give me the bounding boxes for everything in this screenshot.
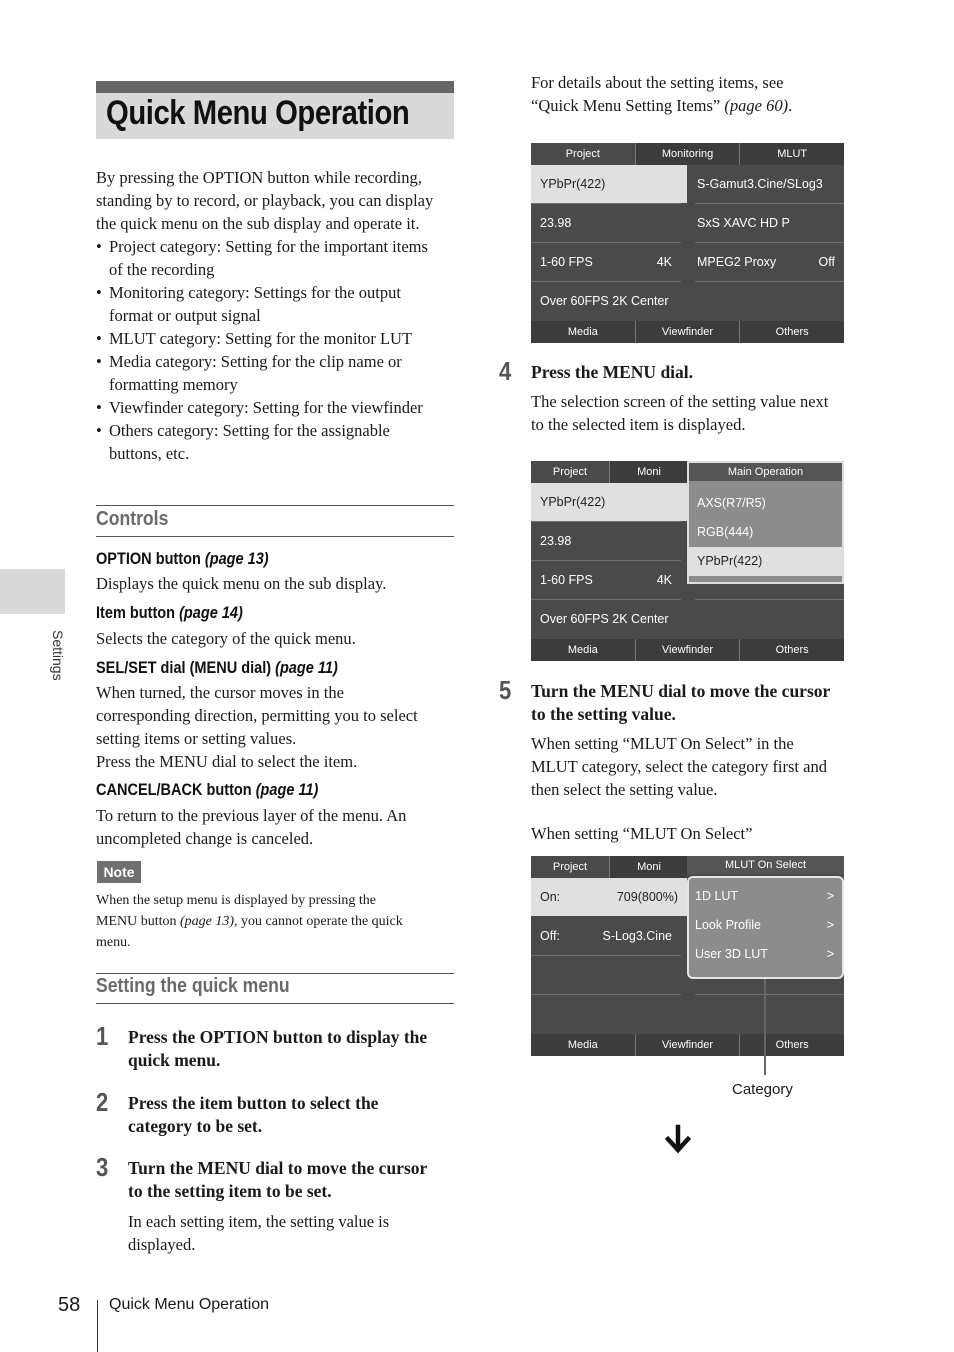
row-divider [531, 281, 681, 282]
intro-line [531, 94, 792, 117]
list-item-text: of the recording [109, 260, 215, 279]
step-3-desc [128, 1210, 389, 1256]
desc-line: To return to the previous layer of the menu. An [96, 806, 407, 825]
cancel-button-heading [96, 781, 318, 800]
list-item-text: Monitoring category: Settings for the output [109, 283, 401, 302]
setting-heading: Setting the quick menu [96, 975, 290, 997]
divider [96, 973, 454, 974]
step-4-desc [531, 390, 828, 436]
popup-item-selected[interactable]: YPbPr(422) [689, 547, 842, 576]
step-number: 2 [96, 1087, 109, 1117]
step-1-text [128, 1026, 427, 1072]
menu-dial-desc [96, 681, 456, 773]
item-button-heading [96, 604, 243, 623]
tab-viewfinder[interactable]: Viewfinder [636, 1034, 741, 1056]
tab-monitoring[interactable]: Moni [610, 856, 688, 878]
tab-media[interactable]: Media [531, 321, 636, 343]
page-ref: (page 13) [204, 550, 269, 568]
selection-screen [531, 461, 844, 661]
top-tab-row [531, 143, 844, 165]
list-item [96, 396, 456, 419]
footer-divider [97, 1300, 98, 1352]
menu-item-selected[interactable] [531, 165, 687, 203]
row-divider [531, 203, 681, 204]
control-name: Item button [96, 604, 180, 622]
menu-item[interactable] [531, 561, 681, 599]
desc-line: Press the MENU dial to select the item. [96, 752, 358, 771]
item-button-desc: Selects the category of the quick menu. [96, 629, 356, 648]
tab-others[interactable]: Others [740, 321, 844, 343]
popup-menu [687, 856, 844, 979]
item-value: Off [818, 255, 835, 269]
top-tab-row [531, 461, 688, 483]
desc-line: then select the setting value. [531, 780, 718, 799]
note-badge: Note [97, 861, 141, 883]
item-label: Look Profile [695, 918, 762, 932]
item-label: Off: [540, 929, 560, 943]
item-label: YPbPr(422) [540, 177, 606, 191]
note-line [96, 911, 456, 932]
step-number: 4 [499, 356, 512, 386]
note-line: When the setup menu is displayed by pressing the [96, 893, 376, 908]
popup-item[interactable]: RGB(444) [697, 525, 754, 539]
intro-text [96, 166, 456, 465]
desc-line: setting items or setting values. [96, 729, 297, 748]
list-item-text: format or output signal [109, 306, 261, 325]
item-label: SxS XAVC HD P [697, 216, 790, 230]
divider [96, 536, 454, 537]
menu-item-selected[interactable] [531, 483, 687, 521]
control-name: OPTION button [96, 550, 205, 568]
popup-item[interactable]: AXS(R7/R5) [697, 496, 766, 510]
step-line: Turn the MENU dial to move the cursor [128, 1158, 428, 1178]
row-divider [531, 955, 681, 956]
item-value: 709(800%) [616, 890, 678, 904]
tab-monitoring[interactable]: Monitoring [636, 143, 741, 165]
cancel-button-desc [96, 804, 456, 850]
option-button-heading [96, 550, 269, 569]
menu-item[interactable] [688, 165, 844, 203]
list-item [96, 327, 456, 350]
page-title: Quick Menu Operation [106, 94, 410, 132]
note-line: menu. [96, 935, 131, 950]
page-ref: (page 14) [179, 604, 243, 622]
list-item-text: Project category: Setting for the important items [109, 237, 428, 256]
controls-heading: Controls [96, 508, 169, 530]
top-tab-row [531, 856, 688, 878]
list-item [96, 350, 456, 396]
right-intro [531, 71, 792, 117]
list-item [96, 419, 456, 465]
step-5-text [531, 680, 830, 726]
control-name: SEL/SET dial (MENU dial) [96, 659, 276, 677]
menu-item[interactable] [531, 600, 687, 638]
mlut-select-screen [531, 856, 844, 1056]
bottom-tab-row [531, 639, 844, 661]
step-number: 3 [96, 1152, 109, 1182]
popup-item[interactable] [687, 882, 844, 911]
item-label: S-Gamut3.Cine/SLog3 [697, 177, 823, 191]
step-2-text [128, 1092, 378, 1138]
tab-project[interactable]: Project [531, 461, 610, 483]
item-label: YPbPr(422) [540, 495, 606, 509]
step-line: category to be set. [128, 1116, 263, 1136]
bottom-tab-row [531, 1034, 844, 1056]
desc-line: MLUT category, select the category first and [531, 757, 827, 776]
chevron-right-icon: > [826, 889, 834, 903]
item-value: 4K [656, 573, 672, 587]
list-item-text: buttons, etc. [109, 444, 190, 463]
option-button-desc: Displays the quick menu on the sub display. [96, 574, 387, 593]
menu-item[interactable] [688, 204, 844, 242]
intro-fragment: “Quick Menu Setting Items” [531, 96, 725, 115]
side-label: Settings [50, 630, 66, 681]
popup-item[interactable] [687, 911, 844, 940]
desc-line: corresponding direction, permitting you to select [96, 706, 418, 725]
step-5-when: When setting “MLUT On Select” [531, 824, 753, 843]
tab-project[interactable]: Project [531, 143, 636, 165]
row-divider [531, 242, 681, 243]
category-label: Category [732, 1081, 793, 1098]
quick-menu-screen [531, 143, 844, 343]
step-number: 5 [499, 675, 512, 705]
item-value: 4K [656, 255, 672, 269]
item-label: 1D LUT [695, 889, 739, 903]
popup-item[interactable] [687, 940, 844, 969]
title-box [96, 81, 454, 139]
desc-line: In each setting item, the setting value is [128, 1212, 390, 1231]
item-label: User 3D LUT [695, 947, 768, 961]
menu-item[interactable] [531, 204, 681, 242]
row-divider [531, 521, 681, 522]
row-divider [531, 599, 681, 600]
list-item-text: formatting memory [109, 375, 238, 394]
desc-line: When turned, the cursor moves in the [96, 683, 344, 702]
row-divider [695, 599, 844, 600]
control-name: CANCEL/BACK button [96, 781, 256, 799]
step-line: Press the item button to select the [128, 1093, 379, 1113]
chevron-right-icon: > [826, 947, 834, 961]
continue-arrow-icon [663, 1124, 693, 1159]
popup-menu [687, 461, 844, 584]
step-line: Turn the MENU dial to move the cursor [531, 681, 831, 701]
tab-monitoring[interactable]: Moni [610, 461, 688, 483]
tab-media[interactable]: Media [531, 1034, 636, 1056]
row-divider [695, 994, 844, 995]
row-divider [695, 281, 844, 282]
tab-others[interactable]: Others [740, 1034, 844, 1056]
tab-viewfinder[interactable]: Viewfinder [636, 639, 741, 661]
desc-line: to the selected item is displayed. [531, 415, 746, 434]
desc-line: The selection screen of the setting value next [531, 392, 829, 411]
popup-title: MLUT On Select [687, 856, 844, 874]
list-item-text: Media category: Setting for the clip name or [109, 352, 402, 371]
list-item-text: Others category: Setting for the assignable [109, 421, 390, 440]
popup-title: Main Operation [689, 463, 842, 481]
page-number: 58 [58, 1294, 81, 1316]
menu-item[interactable] [531, 243, 681, 281]
menu-dial-heading [96, 659, 338, 678]
page-ref: (page 13) [180, 914, 235, 929]
step-4-text: Press the MENU dial. [531, 362, 694, 382]
menu-item[interactable] [688, 243, 844, 281]
page-ref: (page 11) [275, 659, 338, 677]
tab-mlut[interactable]: MLUT [740, 143, 844, 165]
item-label: 23.98 [540, 534, 572, 548]
category-list [96, 235, 456, 465]
page-ref: (page 60) [724, 96, 789, 115]
item-label: Over 60FPS 2K Center [540, 294, 669, 308]
step-line: to the setting item to be set. [128, 1181, 332, 1201]
step-line: to the setting value. [531, 704, 676, 724]
note-fragment: , you cannot operate the quick [234, 914, 403, 929]
page-ref: (page 11) [255, 781, 319, 799]
footer-section: Quick Menu Operation [109, 1296, 270, 1313]
side-tab [0, 569, 65, 614]
tab-others[interactable]: Others [740, 639, 844, 661]
list-item [96, 235, 456, 281]
item-label: On: [540, 890, 561, 904]
step-line: Press the OPTION button to display the [128, 1027, 428, 1047]
desc-line: When setting “MLUT On Select” in the [531, 734, 794, 753]
desc-line: displayed. [128, 1235, 196, 1254]
item-value: S-Log3.Cine [602, 929, 672, 943]
divider [96, 505, 454, 506]
list-item-text: MLUT category: Setting for the monitor LUT [109, 329, 413, 348]
item-label: MPEG2 Proxy [697, 255, 777, 269]
item-label: 23.98 [540, 216, 572, 230]
menu-item[interactable] [531, 522, 681, 560]
tab-media[interactable]: Media [531, 639, 636, 661]
menu-item[interactable] [531, 917, 681, 955]
intro-fragment: . [788, 96, 793, 115]
chevron-right-icon: > [826, 918, 834, 932]
intro-paragraph: By pressing the OPTION button while recording, standing by to record, or playback, you can display the quick menu on the sub display and operate it. [96, 168, 434, 233]
item-label: 1-60 FPS [540, 573, 593, 587]
row-divider [695, 203, 844, 204]
tab-viewfinder[interactable]: Viewfinder [636, 321, 741, 343]
list-item [96, 281, 456, 327]
step-number: 1 [96, 1021, 109, 1051]
row-divider [531, 560, 681, 561]
title-bar [96, 81, 454, 93]
bottom-tab-row [531, 321, 844, 343]
row-divider [531, 994, 681, 995]
step-5-desc [531, 732, 827, 801]
intro-line: For details about the setting items, see [531, 73, 784, 92]
divider [96, 1003, 454, 1004]
list-item-text: Viewfinder category: Setting for the viewfinder [109, 398, 423, 417]
desc-line: uncompleted change is canceled. [96, 829, 314, 848]
item-label: Over 60FPS 2K Center [540, 612, 669, 626]
item-label: 1-60 FPS [540, 255, 593, 269]
note-fragment: MENU button [96, 914, 180, 929]
tab-project[interactable]: Project [531, 856, 610, 878]
menu-item-selected[interactable] [531, 878, 687, 916]
note-text [96, 890, 456, 953]
row-divider [695, 242, 844, 243]
callout-line [764, 979, 766, 1075]
step-3-text [128, 1157, 427, 1203]
step-line: quick menu. [128, 1050, 221, 1070]
menu-item[interactable] [531, 282, 687, 320]
